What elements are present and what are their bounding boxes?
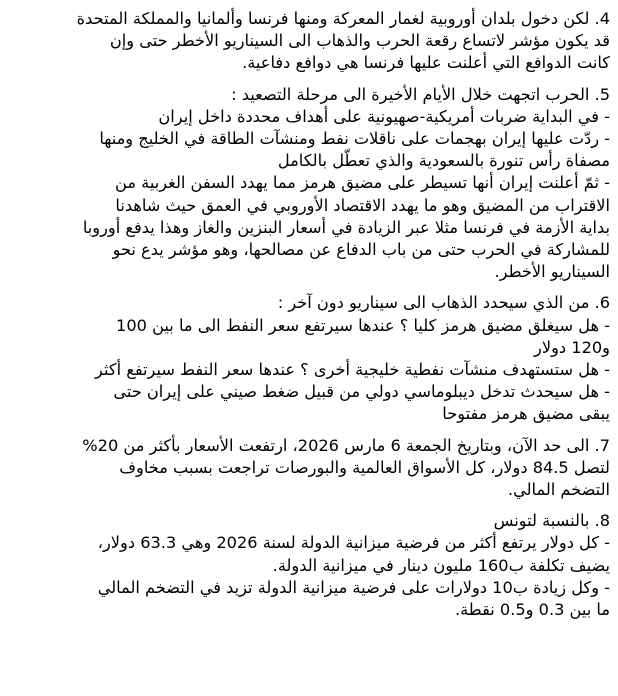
text-line: 5. الحرب اتجهت خلال الأيام الأخيرة الى مرحلة التصعيد : — [231, 84, 610, 104]
text-line: لتصل 84.5 دولار، كل الأسواق العالمية والبورصات تراجعت بسبب مخاوف — [119, 457, 610, 477]
paragraph-4 — [8, 8, 610, 75]
paragraph-8 — [8, 510, 610, 621]
text-line: التضخم المالي. — [507, 480, 610, 500]
text-line: - ردّت عليها إيران بهجمات على ناقلات نفط ومنشآت الطاقة في الخليج ومنها — [99, 129, 610, 149]
text-line: الاقتراب من المضيق وهو ما يهدد الاقتصاد الأوروبي في العمق حيث شاهدنا — [115, 195, 610, 215]
text-line: - ثمّ أعلنت إيران أنها تسيطر على مضيق هرمز مما يهدد السفن الغربية من — [115, 173, 610, 193]
text-line: قد يكون مؤشر لاتساع رقعة الحرب والذهاب الى السيناريو الأخطر حتى وإن — [109, 31, 610, 51]
document-body — [8, 8, 610, 630]
text-line: و120 دولار — [534, 337, 610, 357]
text-line: 8. بالنسبة لتونس — [493, 511, 610, 531]
text-line: - في البداية ضربات أمريكية-صهيونية على أهداف محددة داخل إيران — [158, 106, 610, 126]
text-line: بداية الأزمة في فرنسا مثلا عبر الزيادة في أسعار البنزين والغاز وهذا يدفع أوروبا — [82, 217, 610, 237]
text-line: 4. لكن دخول بلدان أوروبية لغمار المعركة ومنها فرنسا وألمانيا والمملكة المتحدة — [76, 9, 610, 28]
text-line: السيناريو الأخطر. — [494, 262, 610, 282]
text-line: يضيف تكلفة ب160 مليون دينار في ميزانية الدولة. — [272, 555, 610, 575]
text-line: 7. الى حد الآن، وبتاريخ الجمعة 6 مارس 2026، ارتفعت الأسعار بأكثر من 20% — [82, 435, 610, 455]
paragraph-6 — [8, 292, 610, 425]
text-line: ما بين 0.3 و0.5 نقطة. — [454, 600, 610, 620]
text-line: كانت الدوافع التي أعلنت عليها فرنسا هي دوافع دفاعية. — [242, 53, 610, 73]
text-line: - وكل زيادة ب10 دولارات على فرضية ميزانية الدولة تزيد في التضخم المالي — [97, 577, 610, 597]
text-line: 6. من الذي سيحدد الذهاب الى سيناريو دون آخر : — [277, 293, 610, 313]
paragraph-7 — [8, 435, 610, 502]
paragraph-5 — [8, 84, 610, 284]
text-line: - هل سيحدث تدخل ديبلوماسي دولي من قبيل ضغط صيني على إيران حتى — [113, 382, 610, 402]
text-line: يبقى مضيق هرمز مفتوحا — [442, 404, 610, 424]
text-line: - كل دولار يرتفع أكثر من فرضية ميزانية الدولة لسنة 2026 وهي 63.3 دولار، — [97, 533, 610, 553]
text-line: للمشاركة في الحرب حتى من باب الدفاع عن مصالحها، وهو مؤشر يدع نحو — [112, 240, 610, 260]
text-line: مصفاة رأس تنورة بالسعودية والذي تعطّل بالكامل — [277, 151, 610, 171]
text-line: - هل سيغلق مضيق هرمز كليا ؟ عندها سيرتفع سعر النفط الى ما بين 100 — [116, 315, 610, 335]
text-line: - هل ستستهدف منشآت نفطية خليجية أخرى ؟ عندها سعر النفط سيرتفع أكثر — [95, 360, 610, 380]
